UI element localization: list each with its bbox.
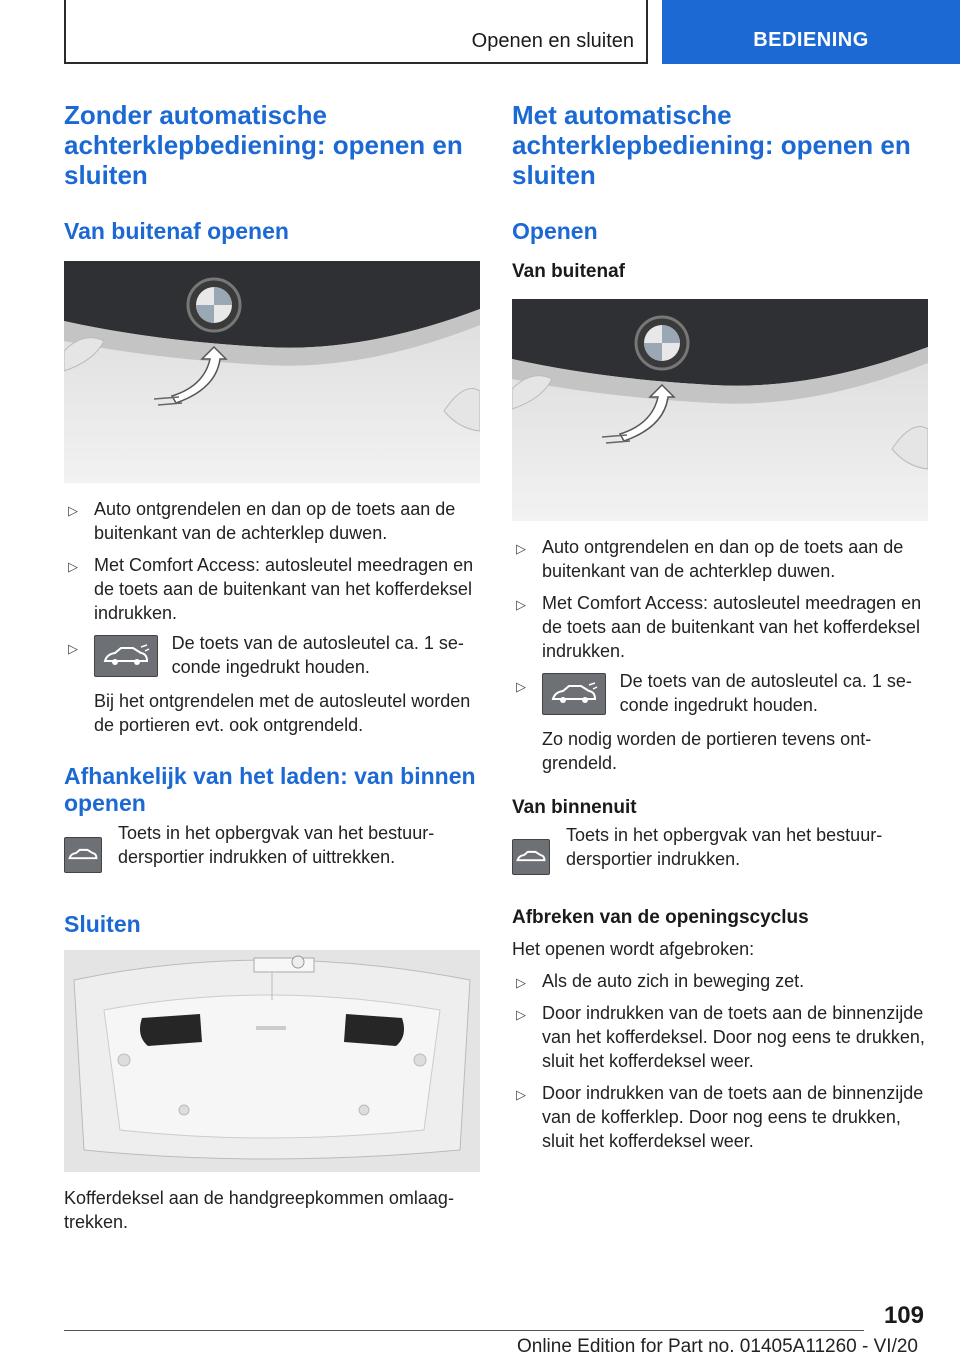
left-subheading-open: Van buitenaf openen (64, 218, 289, 244)
header-section-title: Openen en sluiten (471, 30, 634, 52)
door-trunk-button-icon (64, 837, 102, 873)
car-trunk-key-icon (542, 673, 606, 715)
inside-open-text: Toets in het opbergvak van het bestuurdersportier indrukken. (566, 825, 883, 869)
list-item: ▷ De toets van de autosleutel ca. 1 seconde ingedrukt houden. Bij het ontgrendelen met de autosleutel worden de portieren evt. ook ontgrendeld. (64, 635, 480, 737)
key-note: Bij het ontgrendelen met de autosleutel worden de portieren evt. ook ontgrendeld. (94, 691, 471, 735)
abort-list (512, 969, 928, 1153)
right-subheading-open: Openen (512, 218, 598, 244)
left-column (64, 100, 480, 1234)
left-subheading-close: Sluiten (64, 911, 141, 937)
key-hold-text: De toets van de autosleutel ca. 1 seconde ingedrukt houden. (171, 633, 464, 677)
trunk-interior-photo (64, 950, 480, 1172)
right-title: Met automatische achterklepbediening: openen en sluiten (512, 100, 911, 190)
list-item: ▷ Met Comfort Access: autosleutel meedragen en de toets aan de buitenkant van het kofferdeksel indrukken. (68, 555, 474, 623)
trunk-button-illustration-right (512, 299, 928, 521)
inside-open-block-right (512, 823, 928, 875)
left-title: Zonder automatische achterklepbediening: openen en sluiten (64, 100, 463, 190)
header-section-box (64, 0, 648, 64)
inside-open-text: Toets in het opbergvak van het bestuurdersportier indrukken of uittrekken. (118, 823, 435, 867)
trunk-interior-illustration (64, 950, 480, 1172)
car-trunk-key-icon (94, 635, 158, 677)
trunk-button-photo (64, 261, 480, 483)
close-caption: Kofferdeksel aan de handgreepkommen omlaagtrekken. (64, 1188, 454, 1232)
trunk-button-illustration (64, 261, 480, 483)
key-note: Zo nodig worden de portieren tevens ontgrendeld. (542, 729, 872, 773)
left-subheading-inside: Afhankelijk van het laden: van binnen openen (64, 763, 476, 816)
list-item: ▷ Door indrukken van de toets aan de binnenzijde van het kofferdeksel. Door nog eens te drukken, sluit het kofferdeksel weer. (516, 1003, 925, 1071)
left-open-list (64, 497, 480, 737)
footer-divider (64, 1330, 864, 1331)
right-subheading-inside: Van binnenuit (512, 797, 637, 818)
trunk-button-photo-right (512, 299, 928, 521)
key-hold-text: De toets van de autosleutel ca. 1 seconde ingedrukt houden. (619, 671, 912, 715)
right-column (512, 100, 928, 1153)
list-item: ▷ Door indrukken van de toets aan de binnenzijde van de kofferklep. Door nog eens te drukken, sluit het kofferdeksel weer. (516, 1083, 924, 1151)
door-trunk-button-icon (512, 839, 550, 875)
list-item: ▷ Met Comfort Access: autosleutel meedragen en de toets aan de buitenkant van het kofferdeksel indrukken. (516, 593, 922, 661)
list-item: ▷ Auto ontgrendelen en dan op de toets aan de buitenkant van de achterklep duwen. (516, 537, 904, 581)
abort-intro: Het openen wordt afgebroken: (512, 939, 755, 959)
list-item: ▷ Als de auto zich in beweging zet. (516, 971, 805, 991)
page-number: 109 (883, 1302, 924, 1329)
right-subheading-outside: Van buitenaf (512, 261, 625, 282)
right-open-list (512, 535, 928, 775)
list-item: ▷ De toets van de autosleutel ca. 1 seconde ingedrukt houden. Zo nodig worden de portieren tevens ontgrendeld. (512, 673, 928, 775)
list-item: ▷ Auto ontgrendelen en dan op de toets aan de buitenkant van de achterklep duwen. (68, 499, 456, 543)
right-subheading-abort: Afbreken van de openingscyclus (512, 907, 809, 928)
footer-edition: Online Edition for Part no. 01405A11260 - VI/20 (516, 1336, 918, 1357)
inside-open-block (64, 821, 480, 873)
header-chapter-tab: BEDIENING (662, 0, 960, 64)
